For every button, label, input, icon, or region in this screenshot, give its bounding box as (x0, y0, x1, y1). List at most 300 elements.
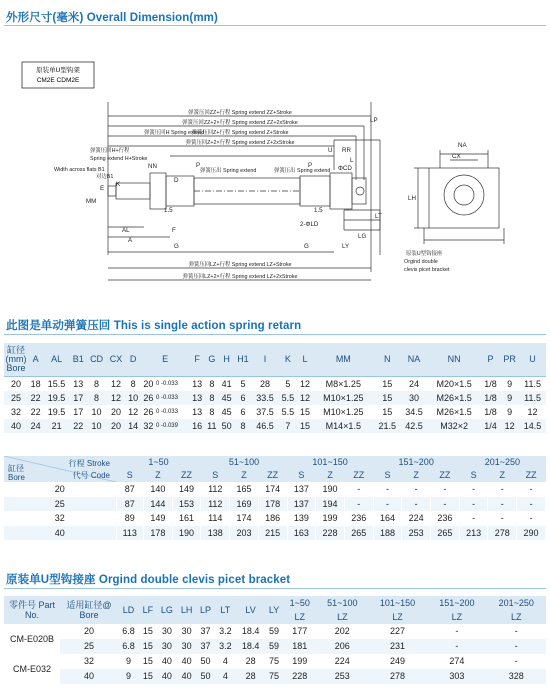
table-cell: 178 (258, 497, 287, 512)
code-cell: Z (402, 469, 431, 482)
table-cell: 174 (258, 482, 287, 497)
table-cell: 186 (258, 511, 287, 526)
header-cell: LY (265, 596, 282, 624)
svg-text:A: A (128, 237, 133, 244)
table-cell: 165 (230, 482, 259, 497)
svg-text:G: G (174, 243, 179, 250)
svg-text:LY: LY (342, 243, 350, 250)
table-cell: 15 (139, 639, 157, 654)
table-cell: 75 (269, 656, 280, 666)
table-cell: - (514, 626, 518, 636)
table-cell: - (459, 511, 488, 526)
section-rule (4, 588, 546, 589)
tolerance-cell: 0 -0.033 (156, 391, 190, 405)
table-cell: 1/8 (484, 378, 497, 389)
table-cell: 20 (110, 406, 121, 417)
table-cell: 328 (487, 669, 546, 684)
svg-text:弹簧压回Z+2×行程 Spring extend Z+2xS: 弹簧压回Z+2×行程 Spring extend Z+2xStroke (185, 140, 295, 146)
table-cell: - (517, 511, 546, 526)
table-cell: 236 (344, 511, 373, 526)
bore-cell: 40 (4, 526, 116, 541)
svg-text:对边B1: 对边B1 (96, 174, 114, 180)
table-cell: 7 (278, 419, 297, 433)
code-cell: Z (230, 469, 259, 482)
table-cell: - (488, 511, 517, 526)
table-cell: 13 (73, 378, 84, 389)
section-rule (4, 334, 546, 335)
corner-bore-cn: 缸径 (8, 464, 24, 473)
table-cell: 5.5 (281, 406, 295, 417)
cylinder-dimension-drawing (4, 40, 546, 302)
table-cell: 215 (258, 526, 287, 541)
model-label-box (22, 62, 94, 88)
table-cell: 59 (265, 639, 282, 654)
header-cell: CX (106, 343, 125, 376)
table-cell: 50 (219, 419, 234, 433)
table-cell: - (344, 482, 373, 497)
table-cell: - (344, 497, 373, 512)
table-cell: 40 (177, 669, 196, 684)
table-cell: 87 (116, 497, 144, 512)
table-cell: 30 (161, 626, 172, 636)
table-cell: 9 (507, 406, 513, 417)
table-cell: 163 (287, 526, 316, 541)
section-title-clevis-bracket: 原装单U型钩接座 Orgind double clevis picet bracket (6, 574, 291, 586)
table-cell: - (488, 497, 517, 512)
table-cell: 11.5 (519, 391, 546, 405)
stroke-group: 51~100 (201, 456, 287, 469)
table-cell: 9 (500, 391, 519, 405)
dimension-table (4, 343, 546, 433)
table-cell: 178 (144, 526, 173, 541)
code-cell: S (116, 469, 144, 482)
table-cell: 253 (317, 669, 368, 684)
header-cell: MM (313, 343, 374, 376)
table-cell: 17 (73, 406, 84, 417)
table-cell: 303 (427, 669, 486, 684)
table-cell: 231 (368, 639, 427, 654)
bore-cell: 32 (4, 511, 116, 526)
table-cell: 42.5 (401, 419, 428, 433)
section-title-overall-dimension: 外形尺寸(毫米) Overall Dimension(mm) (6, 12, 218, 24)
table-cell: 20 (10, 378, 21, 389)
svg-text:CX: CX (452, 153, 461, 160)
table-cell: 278 (488, 526, 517, 541)
table-cell: 1/8 (481, 391, 500, 405)
corner-code-label: 代号 Code (72, 471, 110, 480)
table-cell: 188 (373, 526, 402, 541)
table-cell: 140 (144, 482, 173, 497)
table-cell: 12 (106, 391, 125, 405)
table-cell: 26 (141, 391, 156, 405)
table-cell: 15 (142, 626, 153, 636)
header-cell: L (297, 343, 312, 376)
table-cell: 19.5 (47, 406, 66, 417)
model-label-cn: 原装单U型钩架 (36, 67, 80, 74)
table-cell: 8 (209, 378, 215, 389)
stroke-group: 101~150 (287, 456, 373, 469)
table-cell: 33.5 (252, 391, 279, 405)
code-cell: ZZ (344, 469, 373, 482)
lz-label: LZ (317, 610, 368, 624)
table-cell: 22 (70, 419, 87, 433)
table-cell: - (373, 497, 402, 512)
header-bore: 适用缸径@ Bore (60, 596, 118, 624)
table-cell: 6 (234, 391, 252, 405)
svg-text:RR: RR (342, 147, 351, 154)
table-cell: - (431, 482, 460, 497)
header-cell: E (141, 343, 190, 376)
svg-text:LG: LG (358, 233, 367, 240)
table-cell: M10×1.25 (323, 406, 364, 417)
table-cell: 3.2 (219, 626, 232, 636)
table-cell: 10 (87, 419, 107, 433)
table-cell: 113 (116, 526, 144, 541)
table-row (4, 405, 546, 419)
table-cell: 18.4 (241, 626, 260, 636)
table-cell: 50 (200, 656, 211, 666)
header-cell: P (481, 343, 500, 376)
table-cell: 45 (219, 391, 234, 405)
table-cell: 8 (87, 391, 107, 405)
table-cell: 138 (201, 526, 230, 541)
table-cell: 174 (230, 511, 259, 526)
svg-text:L: L (350, 157, 354, 164)
table-cell: 228 (283, 669, 317, 684)
table-cell: 24 (408, 378, 419, 389)
code-cell: Z (316, 469, 345, 482)
table-cell: 15.5 (47, 378, 66, 389)
table-cell: 45 (221, 406, 232, 417)
bore-cell: 32 (83, 656, 94, 666)
table-cell: 20 (143, 378, 154, 389)
table-cell: 28 (245, 656, 256, 666)
tolerance-cell: 0 -0.039 (156, 419, 190, 433)
code-cell: Z (488, 469, 517, 482)
table-cell: 112 (201, 482, 230, 497)
svg-text:弹簧压回H Spring extend: 弹簧压回H Spring extend (144, 130, 205, 136)
stroke-group: 151~200 (373, 456, 459, 469)
svg-text:P: P (196, 162, 201, 169)
table-cell: 228 (316, 526, 345, 541)
table-row (4, 497, 546, 512)
header-cell: NN (427, 343, 481, 376)
corner-stroke-label: 行程 Stroke (68, 459, 110, 468)
table-cell: 22 (30, 406, 41, 417)
header-cell: K (278, 343, 297, 376)
table-cell: - (487, 639, 546, 654)
bore-cell: 25 (60, 639, 118, 654)
svg-text:ΦCD: ΦCD (338, 165, 352, 172)
code-cell: Z (144, 469, 173, 482)
stroke-group: 1~50 (116, 456, 201, 469)
code-cell: S (287, 469, 316, 482)
table-cell: 32 (10, 406, 21, 417)
svg-text:1.5: 1.5 (314, 207, 323, 214)
table-cell: 40 (157, 669, 177, 684)
table-cell: 15 (142, 656, 153, 666)
table-cell: 50 (196, 669, 215, 684)
table-cell: 25 (4, 391, 28, 405)
table-cell: 164 (373, 511, 402, 526)
svg-text:2-ΦLD: 2-ΦLD (300, 221, 319, 228)
svg-text:弹簧压回H+行程: 弹簧压回H+行程 (90, 148, 130, 154)
table-cell: 9 (118, 669, 139, 684)
table-cell: 253 (402, 526, 431, 541)
table-cell: - (427, 639, 486, 654)
table-cell: 15 (382, 406, 393, 417)
header-cell: F (190, 343, 205, 376)
code-cell: S (459, 469, 488, 482)
svg-text:LP: LP (370, 117, 378, 124)
table-cell: 12 (300, 378, 311, 389)
svg-text:弹簧压回Z+行程 Spring extend Z+Strok: 弹簧压回Z+行程 Spring extend Z+Stroke (191, 130, 289, 136)
table-cell: 181 (283, 639, 317, 654)
table-cell: 40 (161, 656, 172, 666)
table-cell: - (402, 497, 431, 512)
table-cell: 22 (28, 391, 43, 405)
table-cell: 8 (234, 419, 252, 433)
table-cell: 290 (517, 526, 546, 541)
table-cell: 37 (196, 639, 215, 654)
table-cell: 6 (240, 406, 246, 417)
table-cell: 26 (143, 406, 154, 417)
svg-text:E: E (100, 185, 105, 192)
svg-text:Orgind double: Orgind double (404, 259, 438, 265)
table-cell: 13 (190, 391, 205, 405)
stroke-group: 101~150 (368, 596, 427, 610)
table-cell: 213 (459, 526, 488, 541)
svg-text:NN: NN (148, 163, 157, 170)
table-cell: 12 (500, 419, 519, 433)
table-cell: M32×2 (427, 419, 481, 433)
table-cell: 6.8 (122, 626, 135, 636)
table-cell: 3.2 (215, 639, 236, 654)
header-cell: LH (177, 596, 196, 624)
header-part-no: 零件号 Part No. (4, 596, 60, 624)
svg-text:弹簧压回ZZ+行程 Spring extend ZZ+Str: 弹簧压回ZZ+行程 Spring extend ZZ+Stroke (188, 110, 292, 116)
lz-label: LZ (427, 610, 486, 624)
svg-text:Width across flats B1: Width across flats B1 (54, 167, 105, 173)
table-cell: - (514, 656, 518, 666)
table-cell: 87 (116, 482, 144, 497)
table-cell: 41 (221, 378, 232, 389)
table-cell: - (455, 626, 459, 636)
table-cell: 59 (269, 626, 280, 636)
stroke-group: 151~200 (427, 596, 486, 610)
table-cell: 190 (172, 526, 201, 541)
table-cell: 10 (126, 391, 141, 405)
table-cell: 19.5 (43, 391, 70, 405)
table-cell: 21.5 (374, 419, 401, 433)
table-cell: 8 (130, 378, 136, 389)
header-cell: I (252, 343, 279, 376)
table-cell: - (517, 497, 546, 512)
stroke-table-header-row (4, 456, 546, 469)
table-cell: 4 (215, 669, 236, 684)
lz-label: LZ (368, 610, 427, 624)
table-cell: 278 (368, 669, 427, 684)
lz-label: LZ (283, 610, 317, 624)
table-cell: 40 (181, 656, 192, 666)
table-cell: 112 (201, 497, 230, 512)
table-row (4, 376, 546, 391)
tolerance-cell: 0 -0.033 (155, 380, 178, 387)
bore-cell: 40 (60, 669, 118, 684)
table-cell: 30 (157, 639, 177, 654)
table-cell: 236 (431, 511, 460, 526)
model-label-en: CM2E CDM2E (36, 77, 80, 84)
table-cell: 169 (230, 497, 259, 512)
svg-text:U: U (328, 147, 333, 154)
table-cell: 21 (43, 419, 70, 433)
header-cell: LT (215, 596, 236, 624)
table-cell: - (373, 482, 402, 497)
table-cell: 5.5 (278, 391, 297, 405)
table-row (4, 419, 546, 433)
table-cell: M20×1.5 (436, 378, 472, 389)
section-rule (4, 25, 546, 26)
table-cell: 1/8 (484, 406, 497, 417)
header-cell: LP (196, 596, 215, 624)
table-cell: 114 (201, 511, 230, 526)
part-number-cell: CM-E032 (4, 654, 60, 684)
header-cell: U (519, 343, 546, 376)
table-cell: 8 (94, 378, 100, 389)
table-row (4, 511, 546, 526)
table-cell: 1/4 (481, 419, 500, 433)
svg-text:G: G (304, 243, 309, 250)
stroke-table-corner (4, 456, 116, 482)
table-cell: 161 (172, 511, 201, 526)
table-cell: 9 (507, 378, 513, 389)
header-cell: A (28, 343, 43, 376)
code-cell: ZZ (431, 469, 460, 482)
header-cell: H1 (234, 343, 252, 376)
table-cell: 5 (240, 378, 246, 389)
header-cell: G (205, 343, 219, 376)
table-cell: 206 (317, 639, 368, 654)
table-cell: 149 (144, 511, 173, 526)
table-cell: 227 (389, 626, 405, 636)
table-cell: 14 (126, 419, 141, 433)
code-cell: ZZ (172, 469, 201, 482)
table-cell: - (517, 482, 546, 497)
code-cell: S (373, 469, 402, 482)
table-row (4, 624, 546, 639)
header-cell: AL (43, 343, 70, 376)
table-cell: 249 (389, 656, 405, 666)
table-cell: 89 (116, 511, 144, 526)
clevis-bracket-table (4, 596, 546, 684)
table-cell: M8×1.25 (325, 378, 361, 389)
bore-cell: 25 (4, 497, 116, 512)
header-bore: 缸径 (mm) Bore (4, 343, 28, 376)
table-cell: 224 (402, 511, 431, 526)
table-cell: 265 (344, 526, 373, 541)
table-cell: 177 (292, 626, 308, 636)
stroke-group: 201~250 (487, 596, 546, 610)
svg-text:NA: NA (458, 142, 467, 149)
section-title-single-action: 此图是单动弹簧压回 This is single action spring retarn (6, 320, 302, 332)
svg-text:K: K (116, 181, 121, 188)
svg-text:MM: MM (86, 198, 97, 205)
svg-text:D: D (174, 177, 179, 184)
table-cell: 144 (144, 497, 173, 512)
lz-label: LZ (487, 610, 546, 624)
table-cell: 15 (297, 419, 312, 433)
table-cell: 5 (285, 378, 291, 389)
table-cell: 37 (200, 626, 211, 636)
table-cell: 18.4 (236, 639, 265, 654)
table-cell: 199 (316, 511, 345, 526)
table-cell: 12 (128, 406, 139, 417)
svg-text:clevis picet bracket: clevis picet bracket (404, 267, 450, 273)
header-cell: H (219, 343, 234, 376)
table-cell: 4 (222, 656, 228, 666)
header-cell: LF (139, 596, 157, 624)
svg-text:AL: AL (122, 227, 130, 234)
stroke-group: 1~50 (283, 596, 317, 610)
svg-text:LH: LH (408, 195, 416, 202)
header-cell: PR (500, 343, 519, 376)
header-cell: LD (118, 596, 139, 624)
table-cell: 153 (172, 497, 201, 512)
header-cell: B1 (70, 343, 87, 376)
table-cell: M26×1.5 (436, 406, 472, 417)
stroke-length-table (4, 456, 546, 540)
table-cell: 11.5 (524, 378, 541, 389)
table-cell: 30 (181, 626, 192, 636)
table-cell: 194 (316, 497, 345, 512)
bracket-table-header-row (4, 596, 546, 610)
table-row (4, 526, 546, 541)
table-cell: 139 (287, 511, 316, 526)
bore-cell: 20 (83, 626, 94, 636)
svg-text:Spring extend H+Stroke: Spring extend H+Stroke (90, 156, 148, 162)
header-cell: N (374, 343, 401, 376)
table-cell: 12 (110, 378, 121, 389)
header-cell: D (126, 343, 141, 376)
table-cell: 20 (106, 419, 125, 433)
table-cell: 46.5 (252, 419, 279, 433)
svg-text:弹簧压回LZ+2×行程 Spring extend LZ+2: 弹簧压回LZ+2×行程 Spring extend LZ+2xStroke (182, 274, 298, 280)
table-cell: 18 (30, 378, 41, 389)
table-cell: 30 (177, 639, 196, 654)
table-cell: 274 (449, 656, 465, 666)
table-cell: 40 (4, 419, 28, 433)
table-row (4, 654, 546, 669)
table-row (4, 669, 546, 684)
table-cell: 8 (205, 391, 219, 405)
svg-text:P: P (308, 162, 313, 169)
table-cell: 15 (300, 406, 311, 417)
table-cell: 15 (374, 391, 401, 405)
table-cell: 75 (265, 669, 282, 684)
table-cell: 190 (316, 482, 345, 497)
table-cell: 149 (172, 482, 201, 497)
table-cell: 13 (192, 406, 203, 417)
stroke-group: 51~100 (317, 596, 368, 610)
table-cell: 8 (209, 406, 215, 417)
table-cell: 16 (190, 419, 205, 433)
table-cell: 37.5 (256, 406, 274, 417)
table-cell: M10×1.25 (313, 391, 374, 405)
table-cell: 9 (126, 656, 132, 666)
table-cell: 10 (91, 406, 102, 417)
svg-text:1.5: 1.5 (164, 207, 173, 214)
header-cell: LV (236, 596, 265, 624)
